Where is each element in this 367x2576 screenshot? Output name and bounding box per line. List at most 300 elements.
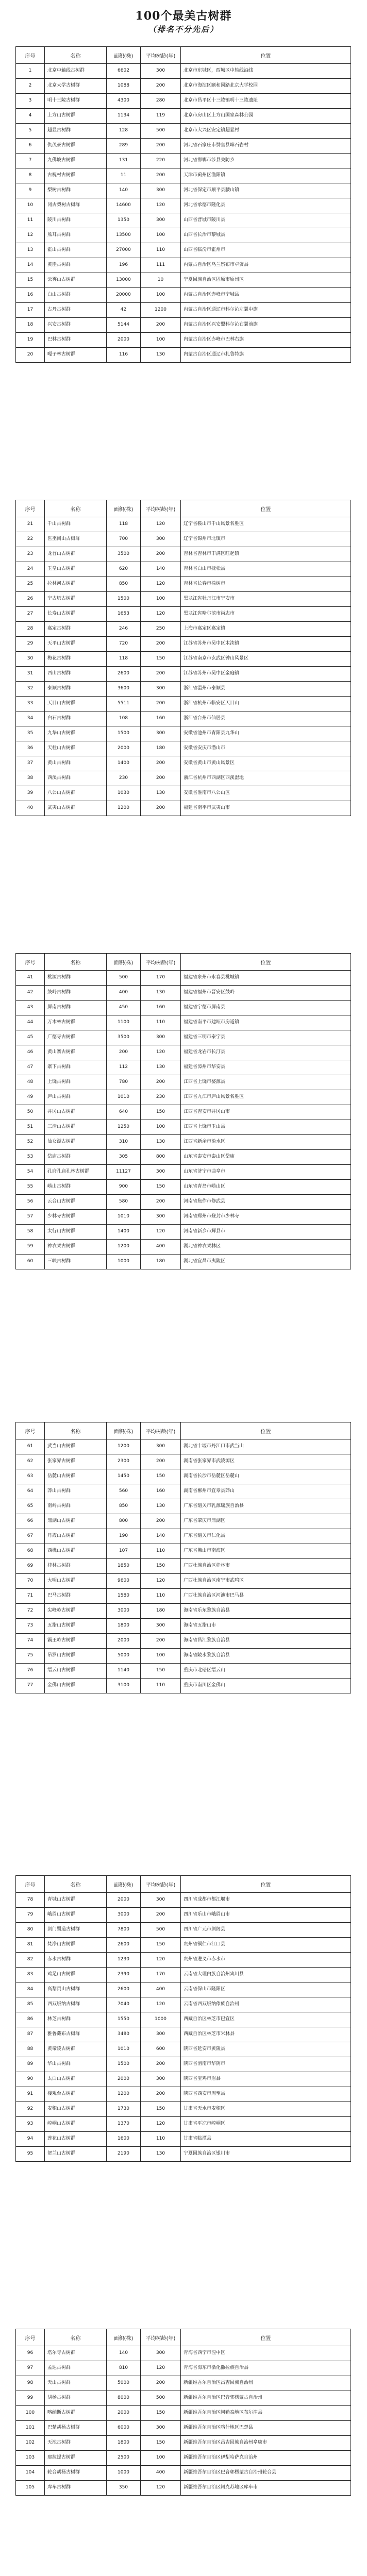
cell-age: 160 — [141, 1001, 181, 1015]
table-row — [16, 1923, 351, 1938]
table-row — [16, 139, 351, 154]
cell-name: 巴楚胡杨古树群 — [45, 2421, 107, 2436]
table-row — [16, 1120, 351, 1135]
table-header-row — [16, 1876, 351, 1893]
cell-number: 47 — [16, 1060, 45, 1075]
cell-number: 76 — [16, 1664, 45, 1679]
cell-number: 42 — [16, 986, 45, 1001]
cell-count: 2000 — [107, 741, 141, 756]
column-header-no: 序号 — [16, 500, 45, 517]
table-row — [16, 64, 351, 79]
cell-name: 金佛山古树群 — [45, 1679, 107, 1693]
column-header-loc: 位置 — [181, 1422, 351, 1439]
cell-age: 10 — [141, 273, 181, 288]
cell-age: 100 — [141, 1120, 181, 1135]
cell-name: 缙云山古树群 — [45, 1664, 107, 1679]
table-header-row — [16, 954, 351, 971]
cell-location: 内蒙古自治区兴安盟科尔沁右翼前旗 — [181, 318, 351, 333]
cell-count: 1134 — [107, 109, 141, 124]
cell-number: 53 — [16, 1150, 45, 1165]
cell-name: 陵川古树群 — [45, 213, 107, 228]
cell-age: 130 — [141, 1060, 181, 1075]
cell-location: 上海市嘉定区嘉定镇 — [181, 622, 351, 637]
column-header-name: 名称 — [45, 2329, 107, 2346]
cell-count: 780 — [107, 1075, 141, 1090]
cell-name: 楼观台古树群 — [45, 2087, 107, 2102]
cell-age: 119 — [141, 109, 181, 124]
table-row — [16, 1060, 351, 1075]
cell-age: 800 — [141, 1150, 181, 1165]
cell-name: 高黎贡山古树群 — [45, 1982, 107, 1997]
cell-count: 3480 — [107, 2027, 141, 2042]
cell-number: 13 — [16, 243, 45, 258]
cell-location: 福建省南平市武夷山市 — [181, 801, 351, 816]
cell-count: 13000 — [107, 273, 141, 288]
cell-number: 105 — [16, 2481, 45, 2496]
cell-name: 医巫闾山古树群 — [45, 532, 107, 547]
cell-number: 97 — [16, 2361, 45, 2376]
cell-age: 200 — [141, 1908, 181, 1923]
cell-count: 310 — [107, 1135, 141, 1150]
cell-name: 峨眉山古树群 — [45, 1908, 107, 1923]
cell-location: 福建省泉州市永春县桃城镇 — [181, 971, 351, 986]
table-header-row — [16, 500, 351, 517]
cell-number: 60 — [16, 1255, 45, 1269]
table-row — [16, 1544, 351, 1559]
cell-number: 64 — [16, 1484, 45, 1499]
cell-number: 85 — [16, 1997, 45, 2012]
table-row — [16, 1908, 351, 1923]
table-row — [16, 1105, 351, 1120]
cell-number: 83 — [16, 1968, 45, 1982]
cell-age: 180 — [141, 741, 181, 756]
cell-name: 林芝古树群 — [45, 2012, 107, 2027]
table-row — [16, 801, 351, 816]
cell-age: 200 — [141, 771, 181, 786]
cell-name: 库车古树群 — [45, 2481, 107, 2496]
cell-count: 2600 — [107, 1982, 141, 1997]
cell-name: 庐山古树群 — [45, 1090, 107, 1105]
cell-count: 1200 — [107, 2087, 141, 2102]
cell-number: 72 — [16, 1604, 45, 1619]
column-header-loc: 位置 — [181, 47, 351, 64]
cell-age: 200 — [141, 2057, 181, 2072]
cell-name: 梨树古树群 — [45, 183, 107, 198]
cell-location: 新疆维吾尔自治区喀什地区巴楚县 — [181, 2421, 351, 2436]
table-row — [16, 213, 351, 228]
cell-name: 鼓岭古树群 — [45, 986, 107, 1001]
cell-count: 3600 — [107, 682, 141, 697]
cell-location: 内蒙古自治区通辽市扎鲁特旗 — [181, 348, 351, 363]
cell-age: 100 — [141, 2451, 181, 2466]
cell-count: 2000 — [107, 2072, 141, 2087]
table-row — [16, 682, 351, 697]
cell-number: 63 — [16, 1469, 45, 1484]
cell-name: 赤水古树群 — [45, 1953, 107, 1968]
cell-number: 65 — [16, 1499, 45, 1514]
table-row — [16, 2012, 351, 2027]
table-header-row — [16, 2329, 351, 2346]
cell-name: 青城山古树群 — [45, 1893, 107, 1908]
cell-age: 200 — [141, 139, 181, 154]
cell-number: 86 — [16, 2012, 45, 2027]
cell-number: 62 — [16, 1454, 45, 1469]
table-row — [16, 1135, 351, 1150]
cell-count: 720 — [107, 637, 141, 652]
cell-age: 150 — [141, 1664, 181, 1679]
cell-name: 塔尔寺古树群 — [45, 2346, 107, 2361]
cell-number: 52 — [16, 1135, 45, 1150]
cell-count: 196 — [107, 258, 141, 273]
cell-count: 289 — [107, 139, 141, 154]
cell-location: 江苏省苏州市吴中区木渎镇 — [181, 637, 351, 652]
cell-age: 110 — [141, 243, 181, 258]
table-row — [16, 183, 351, 198]
cell-count: 5000 — [107, 1649, 141, 1664]
cell-number: 100 — [16, 2406, 45, 2421]
page-subtitle: （排名不分先后） — [148, 25, 219, 34]
cell-count: 1850 — [107, 1559, 141, 1574]
cell-number: 48 — [16, 1075, 45, 1090]
cell-number: 28 — [16, 622, 45, 637]
cell-name: 西山古树群 — [45, 667, 107, 682]
cell-name: 五指山古树群 — [45, 1619, 107, 1634]
cell-location: 辽宁省鞍山市千山风景名胜区 — [181, 517, 351, 532]
cell-age: 300 — [141, 1619, 181, 1634]
cell-age: 200 — [141, 1634, 181, 1649]
cell-location: 广东省佛山市南海区 — [181, 1544, 351, 1559]
cell-age: 200 — [141, 1195, 181, 1210]
cell-age: 150 — [141, 1180, 181, 1195]
cell-age: 230 — [141, 1090, 181, 1105]
cell-count: 20000 — [107, 288, 141, 303]
cell-number: 7 — [16, 154, 45, 168]
cell-count: 1400 — [107, 756, 141, 771]
cell-number: 18 — [16, 318, 45, 333]
tree-table — [15, 1875, 351, 2162]
cell-location: 安徽省淮南市八公山区 — [181, 786, 351, 801]
cell-name: 龙首山古树群 — [45, 547, 107, 562]
cell-count: 1250 — [107, 1120, 141, 1135]
cell-location: 湖北省宜昌市夷陵区 — [181, 1255, 351, 1269]
cell-count: 3500 — [107, 547, 141, 562]
table-row — [16, 1165, 351, 1180]
cell-location: 山西省晋城市陵川县 — [181, 213, 351, 228]
cell-age: 200 — [141, 637, 181, 652]
cell-location: 青海省西宁市湟中区 — [181, 2346, 351, 2361]
cell-location: 重庆市南川区金佛山 — [181, 1679, 351, 1693]
cell-name: 雅鲁藏布古树群 — [45, 2027, 107, 2042]
cell-number: 35 — [16, 726, 45, 741]
table-row — [16, 1001, 351, 1015]
cell-count: 1500 — [107, 592, 141, 607]
column-header-count: 面积(株) — [107, 1422, 141, 1439]
table-row — [16, 273, 351, 288]
cell-location: 湖南省长沙市岳麓区岳麓山 — [181, 1469, 351, 1484]
cell-location: 河南省焦作市修武县 — [181, 1195, 351, 1210]
table-row — [16, 1180, 351, 1195]
column-header-size: 平均树龄(年) — [141, 1876, 181, 1893]
cell-number: 68 — [16, 1544, 45, 1559]
cell-name: 轮台胡杨古树群 — [45, 2466, 107, 2481]
cell-location: 河北省邯郸市涉县关防乡 — [181, 154, 351, 168]
cell-count: 116 — [107, 348, 141, 363]
column-header-name: 名称 — [45, 1422, 107, 1439]
cell-age: 250 — [141, 622, 181, 637]
cell-location: 浙江省杭州市西湖区西溪湿地 — [181, 771, 351, 786]
cell-age: 200 — [141, 1454, 181, 1469]
cell-location: 新疆维吾尔自治区巴音郭楞蒙古自治州轮台县 — [181, 2466, 351, 2481]
table-row — [16, 697, 351, 711]
cell-location: 河北省石家庄市赞皇县嶂石岩村 — [181, 139, 351, 154]
cell-age: 300 — [141, 1165, 181, 1180]
cell-location: 山东省济宁市曲阜市 — [181, 1165, 351, 1180]
table-row — [16, 2147, 351, 2162]
cell-name: 超显古树群 — [45, 124, 107, 139]
cell-age: 100 — [141, 228, 181, 243]
cell-location: 安徽省黄山市黄山风景区 — [181, 756, 351, 771]
cell-age: 130 — [141, 1499, 181, 1514]
table-row — [16, 786, 351, 801]
cell-count: 1800 — [107, 1619, 141, 1634]
cell-count: 3500 — [107, 1030, 141, 1045]
cell-location: 重庆市北碚区缙云山 — [181, 1664, 351, 1679]
cell-location: 北京市房山区上方山国家森林公园 — [181, 109, 351, 124]
cell-count: 1100 — [107, 1015, 141, 1030]
cell-count: 3000 — [107, 1604, 141, 1619]
cell-location: 内蒙古自治区赤峰市宁城县 — [181, 288, 351, 303]
column-header-name: 名称 — [45, 1876, 107, 1893]
cell-number: 34 — [16, 711, 45, 726]
cell-location: 北京市大兴区安定镇超显村 — [181, 124, 351, 139]
cell-age: 130 — [141, 986, 181, 1001]
table-row — [16, 562, 351, 577]
cell-count: 350 — [107, 2481, 141, 2496]
cell-location: 福建省龙岩市长汀县 — [181, 1045, 351, 1060]
cell-age: 1000 — [141, 2012, 181, 2027]
cell-name: 天平山古树群 — [45, 637, 107, 652]
table-row — [16, 1045, 351, 1060]
cell-number: 81 — [16, 1938, 45, 1953]
cell-number: 19 — [16, 333, 45, 348]
cell-location: 安徽省安庆市潜山市 — [181, 741, 351, 756]
cell-number: 57 — [16, 1210, 45, 1225]
cell-location: 江西省吉安市井冈山市 — [181, 1105, 351, 1120]
table-row — [16, 228, 351, 243]
cell-age: 120 — [141, 198, 181, 213]
cell-location: 广东省韶关市仁化县 — [181, 1529, 351, 1544]
cell-number: 38 — [16, 771, 45, 786]
cell-location: 山东省泰安市泰山区岱庙 — [181, 1150, 351, 1165]
cell-count: 1010 — [107, 1210, 141, 1225]
cell-name: 岳麓山古树群 — [45, 1469, 107, 1484]
cell-number: 103 — [16, 2451, 45, 2466]
table-row — [16, 1075, 351, 1090]
table-row — [16, 2481, 351, 2496]
cell-age: 110 — [141, 1679, 181, 1693]
cell-count: 2000 — [107, 1893, 141, 1908]
cell-name: 熊耳古树群 — [45, 228, 107, 243]
cell-count: 1010 — [107, 2042, 141, 2057]
cell-count: 8000 — [107, 2391, 141, 2406]
cell-number: 61 — [16, 1439, 45, 1454]
cell-name: 鸡足山古树群 — [45, 1968, 107, 1982]
cell-count: 107 — [107, 1544, 141, 1559]
cell-name: 南岭古树群 — [45, 1499, 107, 1514]
table-row — [16, 1195, 351, 1210]
cell-age: 120 — [141, 1045, 181, 1060]
cell-name: 巴林古树群 — [45, 333, 107, 348]
cell-age: 200 — [141, 801, 181, 816]
table-row — [16, 2042, 351, 2057]
table-row — [16, 2072, 351, 2087]
cell-count: 2390 — [107, 1968, 141, 1982]
column-header-count: 面积(株) — [107, 954, 141, 971]
cell-name: 鼎湖山古树群 — [45, 1514, 107, 1529]
table-row — [16, 1499, 351, 1514]
cell-number: 99 — [16, 2391, 45, 2406]
cell-number: 8 — [16, 168, 45, 183]
cell-count: 5144 — [107, 318, 141, 333]
table-row — [16, 986, 351, 1001]
cell-location: 甘肃省天水市麦积区 — [181, 2102, 351, 2117]
cell-name: 北京中轴线古树群 — [45, 64, 107, 79]
cell-count: 1600 — [107, 2132, 141, 2147]
cell-number: 6 — [16, 139, 45, 154]
cell-count: 7800 — [107, 1923, 141, 1938]
cell-age: 120 — [141, 2117, 181, 2132]
cell-location: 福建省漳州市华安县 — [181, 1060, 351, 1075]
cell-count: 14600 — [107, 198, 141, 213]
cell-name: 梅花古树群 — [45, 652, 107, 667]
cell-count: 13500 — [107, 228, 141, 243]
table-row — [16, 2102, 351, 2117]
cell-count: 230 — [107, 771, 141, 786]
cell-age: 130 — [141, 1135, 181, 1150]
table-row — [16, 1893, 351, 1908]
cell-age: 300 — [141, 682, 181, 697]
cell-location: 西藏自治区林芝市巴宜区 — [181, 2012, 351, 2027]
table-row — [16, 1255, 351, 1269]
table-row — [16, 622, 351, 637]
cell-age: 300 — [141, 2421, 181, 2436]
cell-number: 95 — [16, 2147, 45, 2162]
cell-location: 江苏省苏州市吴中区金庭镇 — [181, 667, 351, 682]
cell-age: 150 — [141, 1469, 181, 1484]
cell-name: 天柱山古树群 — [45, 741, 107, 756]
table-row — [16, 771, 351, 786]
cell-location: 新疆维吾尔自治区阿勒泰地区布尔津县 — [181, 2406, 351, 2421]
cell-name: 兴安古树群 — [45, 318, 107, 333]
cell-location: 福建省三明市泰宁县 — [181, 1030, 351, 1045]
cell-number: 27 — [16, 607, 45, 622]
column-header-no: 序号 — [16, 47, 45, 64]
cell-location: 宁夏回族自治区银川市 — [181, 2147, 351, 2162]
cell-name: 天目山古树群 — [45, 697, 107, 711]
table-row — [16, 79, 351, 94]
cell-number: 73 — [16, 1619, 45, 1634]
cell-age: 110 — [141, 1544, 181, 1559]
cell-age: 140 — [141, 1529, 181, 1544]
cell-name: 巴马古树群 — [45, 1589, 107, 1604]
cell-number: 59 — [16, 1240, 45, 1255]
cell-age: 150 — [141, 2406, 181, 2421]
cell-number: 56 — [16, 1195, 45, 1210]
table-row — [16, 577, 351, 592]
cell-age: 120 — [141, 517, 181, 532]
cell-number: 43 — [16, 1001, 45, 1015]
cell-age: 200 — [141, 547, 181, 562]
table-row — [16, 1619, 351, 1634]
cell-age: 300 — [141, 2346, 181, 2361]
cell-location: 吉林省白山市抚松县 — [181, 562, 351, 577]
cell-age: 110 — [141, 1015, 181, 1030]
cell-name: 八公山古树群 — [45, 786, 107, 801]
cell-number: 14 — [16, 258, 45, 273]
cell-number: 96 — [16, 2346, 45, 2361]
cell-name: 尖峰岭古树群 — [45, 1604, 107, 1619]
table-row — [16, 1150, 351, 1165]
cell-name: 黄帝陵古树群 — [45, 2042, 107, 2057]
cell-age: 120 — [141, 1225, 181, 1240]
cell-location: 海南省陵水黎族自治县 — [181, 1649, 351, 1664]
cell-number: 92 — [16, 2102, 45, 2117]
table-row — [16, 1574, 351, 1589]
cell-number: 1 — [16, 64, 45, 79]
table-row — [16, 1454, 351, 1469]
cell-count: 850 — [107, 1499, 141, 1514]
table-row — [16, 2132, 351, 2147]
cell-name: 西双版纳古树群 — [45, 1997, 107, 2012]
cell-age: 100 — [141, 592, 181, 607]
cell-location: 福建省宁德市屏南县 — [181, 1001, 351, 1015]
cell-count: 620 — [107, 562, 141, 577]
cell-number: 32 — [16, 682, 45, 697]
table-row — [16, 1559, 351, 1574]
cell-age: 300 — [141, 64, 181, 79]
table-row — [16, 726, 351, 741]
cell-name: 华山古树群 — [45, 2057, 107, 2072]
cell-count: 140 — [107, 183, 141, 198]
cell-location: 内蒙古自治区通辽市科尔沁左翼中旗 — [181, 303, 351, 318]
cell-count: 1140 — [107, 1664, 141, 1679]
cell-age: 120 — [141, 2361, 181, 2376]
cell-location: 辽宁省锦州市北镇市 — [181, 532, 351, 547]
cell-location: 陕西省西安市周至县 — [181, 2087, 351, 2102]
cell-number: 98 — [16, 2376, 45, 2391]
cell-number: 58 — [16, 1225, 45, 1240]
table-row — [16, 94, 351, 109]
cell-location: 甘肃省平凉市崆峒区 — [181, 2117, 351, 2132]
column-header-loc: 位置 — [181, 500, 351, 517]
table-row — [16, 2027, 351, 2042]
cell-name: 神农架古树群 — [45, 1240, 107, 1255]
cell-age: 100 — [141, 1649, 181, 1664]
cell-name: 嘉定古树群 — [45, 622, 107, 637]
cell-count: 112 — [107, 1060, 141, 1075]
cell-count: 131 — [107, 154, 141, 168]
cell-location: 四川省广元市剑阁县 — [181, 1923, 351, 1938]
cell-name: 麦积山古树群 — [45, 2102, 107, 2117]
cell-age: 300 — [141, 213, 181, 228]
cell-name: 白石古树群 — [45, 711, 107, 726]
cell-name: 万木林古树群 — [45, 1015, 107, 1030]
table-row — [16, 667, 351, 682]
cell-age: 300 — [141, 726, 181, 741]
cell-age: 280 — [141, 94, 181, 109]
cell-age: 120 — [141, 2481, 181, 2496]
cell-location: 广东省肇庆市鼎湖区 — [181, 1514, 351, 1529]
